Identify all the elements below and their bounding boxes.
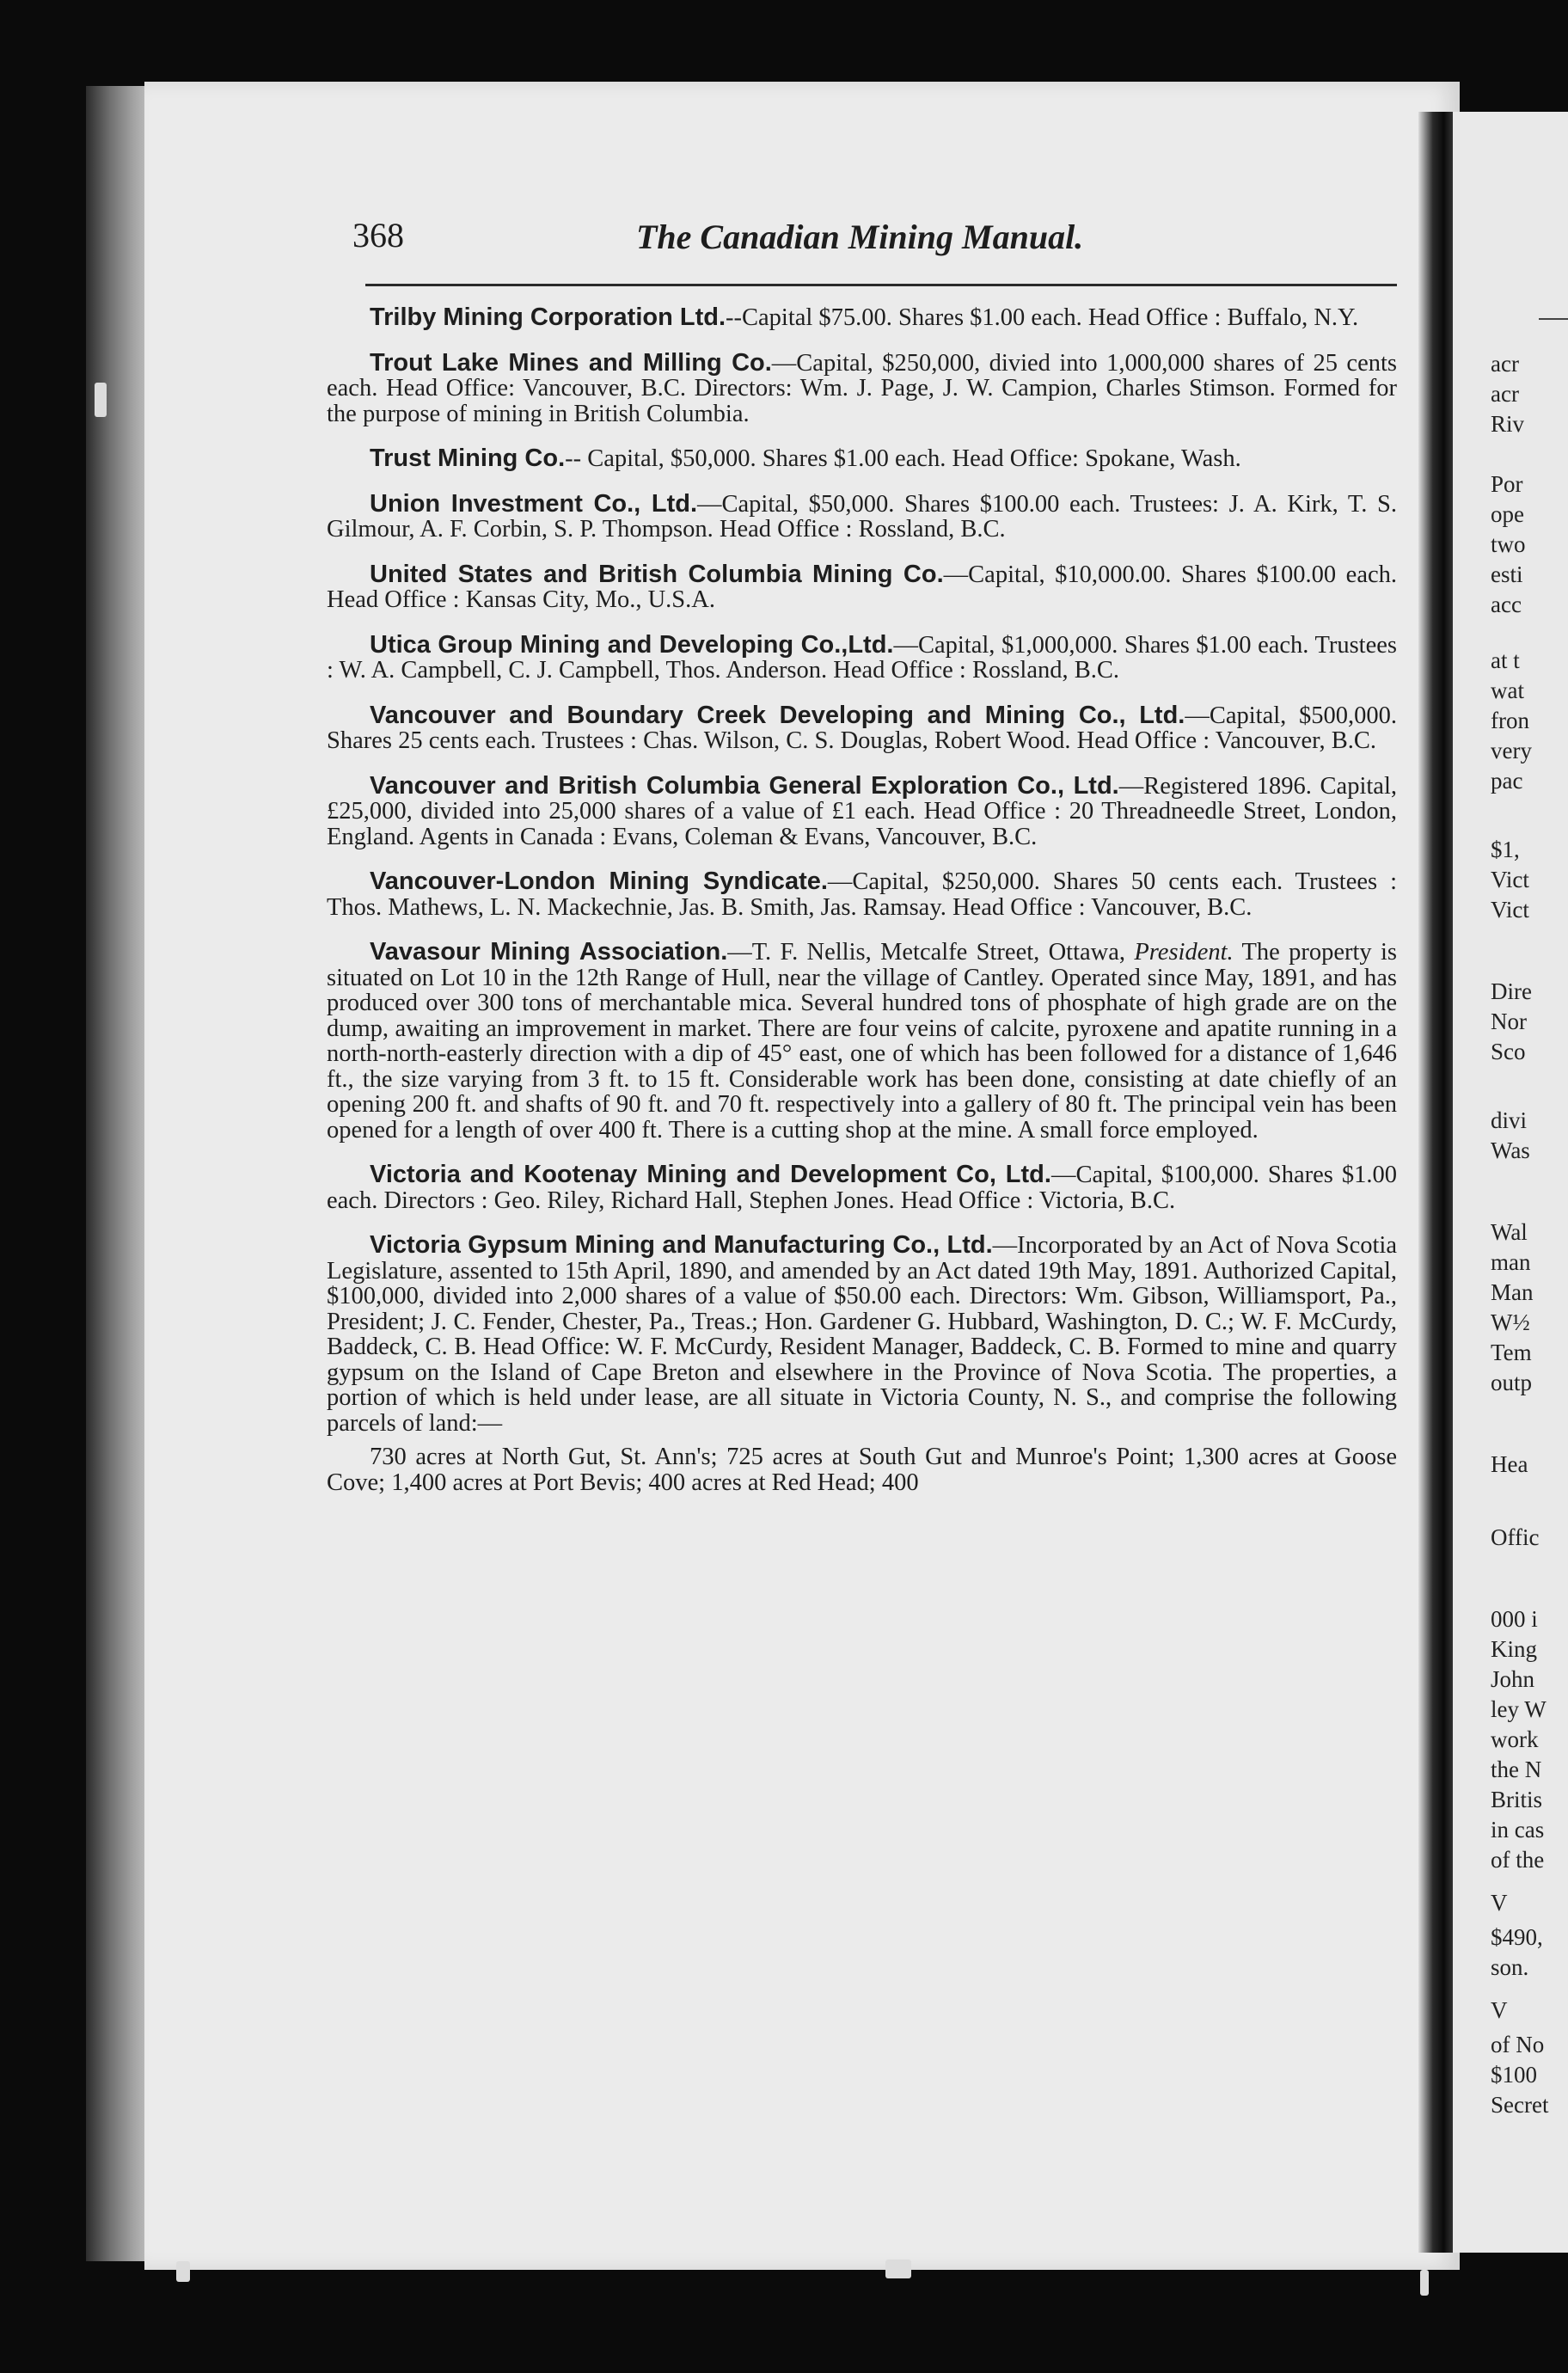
right-page-fragment: of No (1491, 2032, 1545, 2057)
right-page-fragment: $1, (1491, 837, 1520, 862)
header-rule (365, 284, 1397, 286)
right-page-fragment: wat (1491, 678, 1524, 703)
right-page-fragment: V (1491, 1890, 1508, 1916)
right-page-fragment: Dire (1491, 978, 1532, 1004)
right-page-fragment: Was (1491, 1137, 1530, 1163)
company-entry (327, 940, 1397, 1143)
right-page-fragment: Offic (1491, 1524, 1540, 1550)
right-page-fragment: ope (1491, 501, 1524, 527)
company-entry (327, 1162, 1397, 1213)
company-name: Trust Mining Co. (370, 445, 566, 472)
acreage-line: 730 acres at North Gut, St. Ann's; 725 acres at South Gut and Munroe's Point; 1,300 acres at Goose Cove; 1,400 acres at Port Bevis; 400 acres at Red Head; 400 (327, 1444, 1397, 1496)
company-details: -- Capital, $50,000. Shares $1.00 each. Head Office: Spokane, Wash. (565, 445, 1241, 472)
right-page-fragment: V (1491, 1997, 1508, 2023)
right-page-fragment: divi (1491, 1107, 1528, 1133)
company-name: Vavasour Mining Association. (370, 938, 728, 966)
company-entry (327, 869, 1397, 920)
right-page-fragment: two (1491, 531, 1526, 557)
right-page-fragment: Por (1491, 471, 1523, 497)
right-page-fragment: Hea (1491, 1451, 1528, 1477)
company-details: —Capital, $1,000,000. Shares $1.00 each. Trustees : W. A. Campbell, C. J. Campbell, Thos. Anderson. Head Office : Rossland, B.C. (327, 631, 1397, 684)
company-details: —Registered 1896. Capital, £25,000, divided into 25,000 shares of a value of £1 each. Head Office : 20 Threadneedle Street, London, England. Agents in Canada : Evans, Coleman & Evans, Vancouver, B.C. (327, 772, 1397, 850)
right-page-fragment: Britis (1491, 1787, 1543, 1812)
company-name: Trout Lake Mines and Milling Co. (370, 348, 772, 377)
company-name: Vancouver-London Mining Syndicate. (370, 868, 828, 895)
scan-speck (1420, 2270, 1429, 2296)
company-details: —Capital, $250,000. Shares 50 cents each. Trustees : Thos. Mathews, L. N. Mackechnie, Jas. B. Smith, Jas. Ramsay. Head Office : Vancouver, B.C. (327, 868, 1397, 921)
right-page-fragment: esti (1491, 561, 1523, 587)
right-page-fragment: Riv (1491, 411, 1525, 437)
directory-listing (327, 305, 1397, 1495)
right-page-fragment: the N (1491, 1757, 1542, 1782)
company-details: —Capital, $500,000. Shares 25 cents each. Trustees : Chas. Wilson, C. S. Douglas, Robert Wood. Head Office : Vancouver, B.C. (327, 702, 1397, 754)
company-details-lead: —T. F. Nellis, Metcalfe Street, Ottawa, (727, 939, 1135, 966)
right-page-fragment: outp (1491, 1370, 1533, 1395)
company-name: Vancouver and Boundary Creek Developing and Mining Co., Ltd. (370, 701, 1185, 729)
right-page-fragment: work (1491, 1726, 1539, 1752)
running-title: The Canadian Mining Manual. (636, 218, 1084, 256)
right-page-fragment: $490, (1491, 1924, 1543, 1950)
scan-speck (95, 383, 107, 417)
company-name: Union Investment Co., Ltd. (370, 489, 697, 518)
company-name: Utica Group Mining and Developing Co.,Ltd. (370, 630, 894, 659)
company-role: President. (1134, 939, 1234, 966)
right-page-fragment: acc (1491, 592, 1522, 617)
right-page-fragment: very (1491, 738, 1532, 763)
book-gutter (1418, 112, 1455, 2253)
company-entry (327, 348, 1397, 427)
right-page-fragment: $100 (1491, 2062, 1537, 2088)
right-page-fragment: in cas (1491, 1817, 1545, 1843)
right-page-fragment: 000 i (1491, 1606, 1538, 1632)
right-page-fragment: King (1491, 1636, 1537, 1662)
right-page-fragment: acr (1491, 381, 1519, 407)
company-entry (327, 703, 1397, 754)
page-number: 368 (352, 216, 404, 254)
company-details: The property is situated on Lot 10 in the 12th Range of Hull, near the village of Cantley. Operated since May, 1891, and has produced over 300 tons of merchantable mica. Several hundred tons of phosphate of high grade are on the dump, awaiting an improvement in market. There are four veins of calcite, pyroxene and apatite running in a north-north-easterly direction with a dip of 45° east, one of which has been followed for a distance of 1,646 ft., the size varying from 3 ft. to 15 ft. Considerable work has been done, consisting at date chiefly of an opening 200 ft. and shafts of 90 ft. and 70 ft. respectively into a gallery of 80 ft. The principal vein has been opened for a length of over 400 ft. There is a cutting shop at the mine. A small force employed. (327, 939, 1397, 1144)
right-page-fragment: at t (1491, 647, 1520, 673)
company-name: Victoria and Kootenay Mining and Development Co, Ltd. (370, 1161, 1051, 1188)
company-entry (327, 562, 1397, 613)
right-page-rule (1539, 318, 1568, 320)
right-page-fragment: acr (1491, 351, 1519, 377)
company-details: —Capital, $10,000.00. Shares $100.00 each. Head Office : Kansas City, Mo., U.S.A. (327, 561, 1397, 613)
company-name: Victoria Gypsum Mining and Manufacturing Co., Ltd. (370, 1231, 993, 1259)
company-name: Trilby Mining Corporation Ltd. (370, 304, 726, 331)
right-page-fragment: Nor (1491, 1009, 1527, 1034)
company-entry (327, 1233, 1397, 1436)
company-details: --Capital $75.00. Shares $1.00 each. Head Office : Buffalo, N.Y. (726, 304, 1359, 331)
right-page-fragment: of the (1491, 1847, 1545, 1873)
company-entry (327, 489, 1397, 543)
right-page-fragment: son. (1491, 1954, 1529, 1980)
right-page-fragment: Man (1491, 1279, 1534, 1305)
company-details: —Capital, $50,000. Shares $100.00 each. Trustees: J. A. Kirk, T. S. Gilmour, A. F. Corbin, S. P. Thompson. Head Office : Rossland, B.C. (327, 490, 1397, 543)
scan-speck (176, 2261, 190, 2282)
right-page-fragment: Secret (1491, 2092, 1549, 2118)
right-page-fragment: W½ (1491, 1309, 1530, 1335)
right-page-fragment: Vict (1491, 867, 1529, 892)
company-details: —Incorporated by an Act of Nova Scotia Legislature, assented to 15th April, 1890, and amended by an Act dated 19th May, 1891. Authorized Capital, $100,000, divided into 2,000 shares of a value of $50.00 each. Directors: Wm. Gibson, Williamsport, Pa., President; J. C. Fender, Chester, Pa., Treas.; Hon. Gardener G. Hubbard, Washington, D. C.; W. F. McCurdy, Baddeck, C. B. Head Office: W. F. McCurdy, Resident Manager, Baddeck, C. B. Formed to mine and quarry gypsum on the Island of Cape Breton and elsewhere in the Province of Nova Scotia. The properties, a portion of which is held under lease, are all situate in Victoria County, N. S., and comprise the following parcels of land:— (327, 1232, 1397, 1437)
right-page-fragment: John (1491, 1666, 1535, 1692)
company-entry (327, 630, 1397, 684)
company-entry (327, 771, 1397, 850)
company-name: Vancouver and British Columbia General Exploration Co., Ltd. (370, 771, 1119, 800)
right-page-fragment: Wal (1491, 1219, 1528, 1245)
company-details: —Capital, $100,000. Shares $1.00 each. Directors : Geo. Riley, Richard Hall, Stephen Jones. Head Office : Victoria, B.C. (327, 1162, 1397, 1214)
scan-speck (885, 2260, 911, 2278)
right-page-fragment: ley W (1491, 1696, 1547, 1722)
right-page-fragment: man (1491, 1249, 1531, 1275)
company-details: —Capital, $250,000, divied into 1,000,000 shares of 25 cents each. Head Office: Vancouver, B.C. Directors: Wm. J. Page, J. W. Campion, Charles Stimson. Formed for the purpose of mining in British Columbia. (327, 349, 1397, 427)
right-page-fragment: pac (1491, 768, 1523, 794)
company-name: United States and British Columbia Mining Co. (370, 560, 944, 588)
right-page-fragment: fron (1491, 708, 1529, 733)
right-page-fragment: Tem (1491, 1340, 1532, 1365)
right-page-fragment: Sco (1491, 1039, 1526, 1064)
company-entry (327, 446, 1397, 472)
company-entry (327, 305, 1397, 331)
page-header (352, 215, 1401, 267)
right-page-fragment: Vict (1491, 897, 1529, 923)
